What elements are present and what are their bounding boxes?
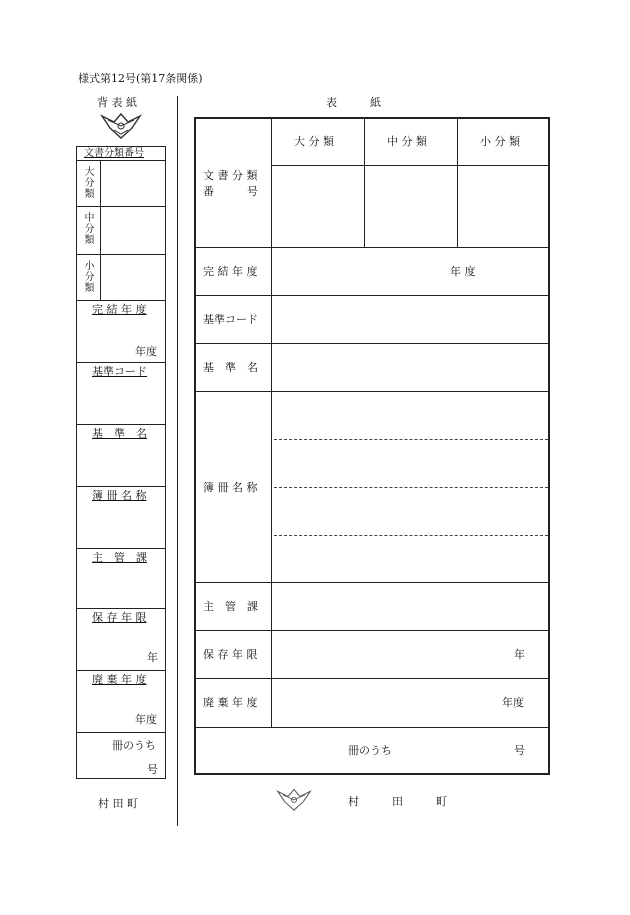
spine-standard-name-label: 基 準 名 bbox=[92, 427, 147, 440]
cover-frame bbox=[194, 117, 550, 775]
form-id: 様式第12号(第17条関係) bbox=[78, 72, 203, 85]
cover-completion-year-unit: 年 度 bbox=[450, 265, 476, 278]
spine-retention-label: 保 存 年 限 bbox=[92, 611, 147, 624]
spine-town: 村 田 町 bbox=[98, 797, 138, 810]
cover-retention-label: 保 存 年 限 bbox=[203, 648, 258, 661]
spine-ledger-name-label: 簿 冊 名 称 bbox=[92, 489, 147, 502]
cover-doc-class-label-1: 文 書 分 類 bbox=[203, 169, 258, 182]
spine-completion-year-label: 完 結 年 度 bbox=[92, 303, 147, 316]
cover-town: 村 田 町 bbox=[348, 795, 447, 808]
spine-completion-year-unit: 年度 bbox=[135, 345, 157, 358]
spine-title: 背 表 紙 bbox=[97, 96, 137, 109]
cover-middle-header: 中 分 類 bbox=[387, 135, 427, 148]
town-emblem-icon bbox=[276, 786, 312, 812]
spine-volume-label: 冊のうち bbox=[112, 739, 156, 752]
town-emblem-icon bbox=[100, 110, 142, 140]
cover-volume-unit: 号 bbox=[514, 744, 525, 757]
spine-volume-unit: 号 bbox=[147, 763, 158, 776]
spine-disposal-unit: 年度 bbox=[135, 713, 157, 726]
cover-retention-unit: 年 bbox=[514, 648, 525, 661]
cover-disposal-unit: 年度 bbox=[502, 696, 524, 709]
cover-major-header: 大 分 類 bbox=[294, 135, 334, 148]
cover-volume-label: 冊のうち bbox=[348, 744, 392, 757]
cover-title: 表 紙 bbox=[326, 96, 381, 109]
spine-disposal-label: 廃 棄 年 度 bbox=[92, 673, 147, 686]
cover-standard-code-label: 基準コード bbox=[203, 313, 258, 326]
cover-ledger-name-label: 簿 冊 名 称 bbox=[203, 481, 258, 494]
spine-middle-label: 中分類 bbox=[82, 212, 93, 245]
spine-standard-code-label: 基準コード bbox=[92, 365, 147, 378]
spine-minor-label: 小分類 bbox=[82, 260, 93, 293]
spine-retention-unit: 年 bbox=[147, 651, 158, 664]
cover-completion-year-label: 完 結 年 度 bbox=[203, 265, 258, 278]
spine-major-label: 大分類 bbox=[82, 166, 93, 199]
cover-minor-header: 小 分 類 bbox=[480, 135, 520, 148]
spine-department-label: 主 管 課 bbox=[92, 551, 147, 564]
cover-doc-class-label-2: 番 号 bbox=[203, 185, 258, 198]
cover-standard-name-label: 基 準 名 bbox=[203, 361, 258, 374]
cover-department-label: 主 管 課 bbox=[203, 600, 258, 613]
spine-classification-header: 文書分類番号 bbox=[84, 148, 144, 159]
cover-disposal-label: 廃 棄 年 度 bbox=[203, 696, 258, 709]
